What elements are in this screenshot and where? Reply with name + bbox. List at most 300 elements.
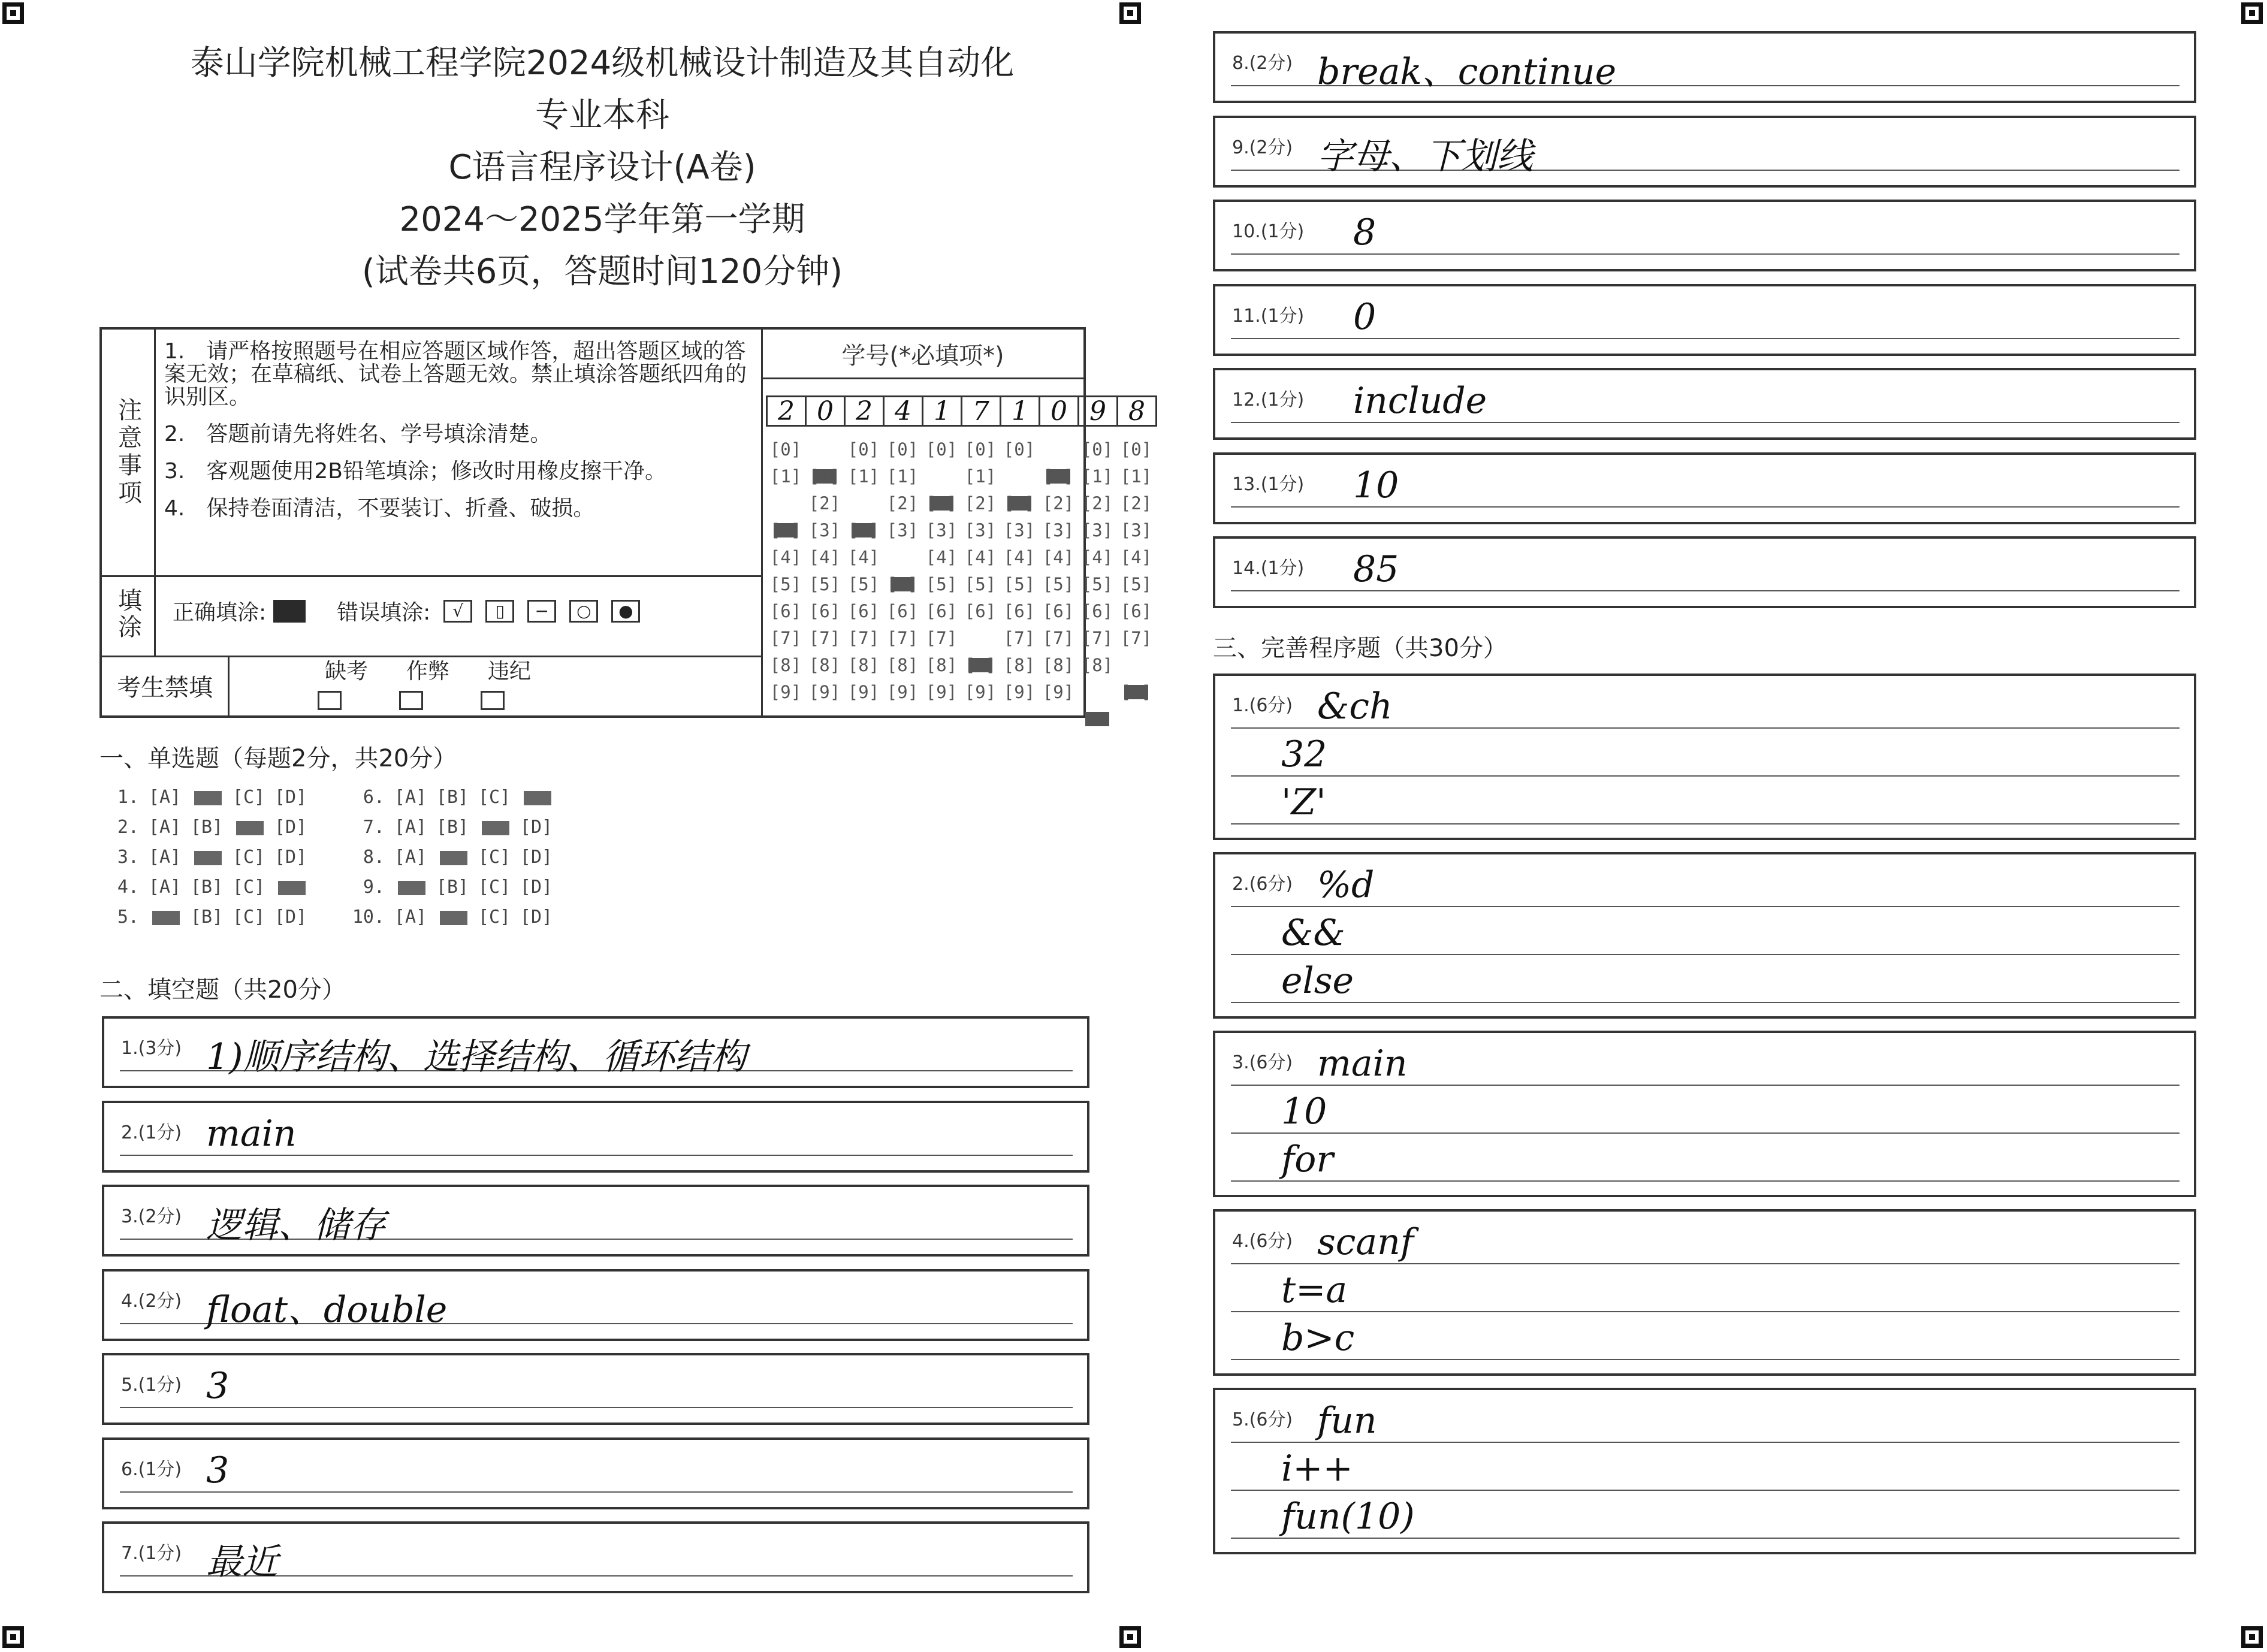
student-id-bubble[interactable]: [4]: [964, 547, 997, 567]
student-id-bubble[interactable]: [9]: [808, 682, 841, 702]
mc-option-bubble[interactable]: [C]: [232, 787, 265, 808]
student-id-bubble[interactable]: [2]: [925, 493, 958, 514]
fill-blank-answer-box: [102, 1269, 1089, 1341]
mc-option-bubble[interactable]: [D]: [274, 847, 307, 868]
student-id-bubble-column: [1077, 436, 1117, 706]
student-id-bubble[interactable]: [1]: [964, 466, 997, 487]
question-label: 9.(2分): [1232, 137, 1293, 158]
question-label: 7.(1分): [121, 1543, 182, 1564]
student-id-bubble[interactable]: [3]: [1081, 520, 1113, 540]
student-id-bubble[interactable]: [8]: [1003, 655, 1036, 675]
student-id-bubble-column: [961, 436, 1000, 706]
student-id-bubble[interactable]: [8]: [769, 655, 802, 675]
handwritten-answer[interactable]: 最近: [206, 1541, 278, 1583]
student-id-bubble[interactable]: [0]: [1003, 439, 1036, 460]
handwritten-answer[interactable]: main: [206, 1112, 297, 1155]
mc-option-bubble[interactable]: [228, 813, 270, 842]
student-id-bubble-column: [1000, 436, 1039, 706]
handwritten-answer[interactable]: include: [1353, 380, 1487, 422]
mc-option-bubble[interactable]: [D]: [274, 787, 307, 808]
student-id-bubble[interactable]: [4]: [847, 547, 880, 567]
handwritten-answer[interactable]: &ch: [1317, 685, 1393, 727]
student-id-bubble[interactable]: [7]: [886, 628, 919, 648]
correct-fill-example: [273, 600, 306, 623]
question-label: 6.(1分): [121, 1458, 182, 1480]
mc-question-row: [349, 842, 557, 872]
checkbox[interactable]: [318, 691, 342, 710]
student-id-bubble[interactable]: [3]: [808, 520, 841, 540]
mc-question-number: 5.: [117, 907, 139, 928]
notice-heading-text: 注意事项: [114, 397, 142, 508]
student-id-bubble[interactable]: [7]: [808, 628, 841, 648]
examiner-option-cheating[interactable]: [399, 654, 457, 685]
handwritten-answer[interactable]: main: [1317, 1043, 1408, 1085]
program-answer-box: [1213, 1388, 2196, 1554]
student-id-bubble[interactable]: [6]: [769, 601, 802, 621]
student-id-bubble[interactable]: [9]: [886, 682, 919, 702]
student-id-bubble[interactable]: [0]: [847, 439, 880, 460]
student-id-digit[interactable]: 0: [805, 395, 846, 427]
student-id-bubble[interactable]: [4]: [769, 547, 802, 567]
mc-question-number: 7.: [363, 817, 385, 838]
mc-question-row: [103, 842, 312, 872]
fill-blank-answer-box: [102, 1521, 1089, 1593]
checkbox[interactable]: [481, 691, 505, 710]
mc-question-row: [103, 783, 312, 813]
student-id-bubble[interactable]: [9]: [1042, 682, 1074, 702]
divider: [761, 377, 1085, 379]
student-id-bubble[interactable]: [1000, 463, 1039, 490]
mc-question-number: 1.: [117, 787, 139, 808]
student-id-bubble[interactable]: [7]: [1003, 628, 1036, 648]
student-id-bubble[interactable]: [9]: [769, 682, 802, 702]
answer-rule-line: [1231, 775, 2180, 777]
student-id-bubble[interactable]: [1]: [847, 466, 880, 487]
mc-option-bubble[interactable]: [C]: [232, 877, 265, 898]
student-id-digit[interactable]: 2: [844, 395, 885, 427]
student-id-bubble[interactable]: [2]: [1120, 493, 1152, 514]
student-id-bubble[interactable]: [7]: [1042, 628, 1074, 648]
mc-option-bubble[interactable]: [B]: [190, 877, 224, 898]
question-label: 3.(2分): [121, 1206, 182, 1227]
student-id-bubble[interactable]: [1]: [1120, 466, 1152, 487]
mc-question-number: 9.: [363, 877, 385, 898]
student-id-bubble[interactable]: [8]: [1081, 655, 1113, 675]
question-label: 12.(1分): [1232, 389, 1305, 410]
student-id-bubble[interactable]: [922, 463, 961, 490]
handwritten-answer[interactable]: 字母、下划线: [1317, 135, 1533, 177]
fill-blank-answer-box: [1213, 368, 2196, 440]
student-id-bubble[interactable]: [2]: [808, 493, 841, 514]
mc-option-bubble[interactable]: [A]: [394, 847, 427, 868]
examiner-option-absent[interactable]: [318, 654, 375, 685]
student-id-bubble[interactable]: [7]: [847, 628, 880, 648]
student-id-bubble[interactable]: [2]: [964, 493, 997, 514]
mc-option-bubble[interactable]: [431, 902, 473, 932]
student-id-bubble[interactable]: [9]: [1120, 682, 1152, 702]
student-id-bubble[interactable]: [0]: [1081, 439, 1113, 460]
info-table: [99, 327, 1152, 718]
mc-option-bubble[interactable]: [C]: [232, 907, 265, 928]
student-id-bubble[interactable]: [0]: [964, 439, 997, 460]
question-label: 3.(6分): [1232, 1052, 1293, 1073]
student-id-bubble[interactable]: [5]: [925, 574, 958, 594]
section-title-single-choice: 一、单选题（每题2分，共20分）: [99, 745, 457, 772]
answer-rule-line: [1231, 590, 2180, 591]
answer-rule-line: [120, 1491, 1073, 1493]
mc-option-bubble[interactable]: [270, 872, 312, 902]
student-id-bubble[interactable]: [5]: [847, 574, 880, 594]
student-id-bubble[interactable]: [5]: [1081, 574, 1113, 594]
student-id-bubble[interactable]: [3]: [886, 520, 919, 540]
student-id-bubble[interactable]: [9]: [964, 682, 997, 702]
mc-option-bubble[interactable]: [A]: [148, 847, 182, 868]
section-title-program-completion: 三、完善程序题（共30分）: [1213, 635, 1507, 662]
student-id-bubble[interactable]: [8]: [1042, 655, 1074, 675]
student-id-bubble[interactable]: [1116, 652, 1156, 679]
program-answer-box: [1213, 852, 2196, 1019]
student-id-bubble[interactable]: [1]: [808, 466, 841, 487]
mc-question-row: [349, 902, 557, 932]
handwritten-answer[interactable]: 32: [1281, 733, 1327, 775]
handwritten-answer[interactable]: 0: [1353, 295, 1376, 338]
mc-option-bubble[interactable]: [B]: [190, 907, 224, 928]
handwritten-answer[interactable]: scanf: [1317, 1221, 1414, 1263]
handwritten-answer[interactable]: 1)顺序结构、选择结构、循环结构: [206, 1036, 747, 1078]
mc-option-bubble[interactable]: [C]: [478, 877, 511, 898]
examiner-heading: 考生禁填: [117, 674, 213, 702]
student-id-bubble[interactable]: [2]: [886, 493, 919, 514]
wrong-fill-circle: ○: [569, 600, 598, 623]
student-id-bubble[interactable]: [3]: [847, 520, 880, 540]
fill-blank-answer-box: [102, 1353, 1089, 1425]
mc-column-right: [349, 783, 557, 932]
mc-option-bubble[interactable]: [473, 813, 515, 842]
student-id-bubble[interactable]: [883, 544, 922, 571]
student-id-bubble[interactable]: [1039, 436, 1078, 463]
wrong-fill-dash: −: [527, 600, 556, 623]
mc-question-row: [103, 902, 312, 932]
examiner-option-violation[interactable]: [481, 654, 538, 685]
examiner-options: [318, 654, 538, 685]
registration-mark-bottom-left: [2, 1626, 24, 1648]
student-id-bubble[interactable]: [4]: [1081, 547, 1113, 567]
answer-rule-line: [1231, 823, 2180, 825]
student-id-bubble[interactable]: [0]: [886, 439, 919, 460]
mc-option-bubble[interactable]: [A]: [394, 907, 427, 928]
fill-blank-answer-box: [1213, 452, 2196, 524]
notice-item: 1. 请严格按照题号在相应答题区域作答，超出答题区域的答案无效；在草稿纸、试卷上答题无效。禁止填涂答题纸四角的识别区。: [164, 339, 747, 409]
student-id-bubble[interactable]: [1]: [1081, 466, 1113, 487]
answer-rule-line: [1231, 1180, 2180, 1182]
student-id-bubble[interactable]: [1]: [886, 466, 919, 487]
question-label: 11.(1分): [1232, 305, 1305, 327]
header-line-1: 泰山学院机械工程学院2024级机械设计制造及其自动化: [190, 44, 1015, 83]
student-id-bubble[interactable]: [1077, 679, 1117, 706]
handwritten-answer[interactable]: i++: [1281, 1448, 1353, 1490]
fill-blank-answer-box: [1213, 200, 2196, 271]
mc-option-bubble[interactable]: [C]: [478, 907, 511, 928]
student-id-bubble[interactable]: [6]: [1120, 601, 1152, 621]
student-id-bubble[interactable]: [6]: [1003, 601, 1036, 621]
answer-rule-line: [1231, 954, 2180, 955]
fill-blank-answer-box: [1213, 31, 2196, 103]
student-id-bubble-column: [1039, 436, 1078, 706]
mc-question-row: [103, 813, 312, 842]
student-id-bubble[interactable]: [7]: [769, 628, 802, 648]
student-id-bubble[interactable]: [5]: [964, 574, 997, 594]
question-label: 5.(6分): [1232, 1409, 1293, 1430]
mc-option-bubble[interactable]: [186, 783, 228, 813]
student-id-bubble-column: [766, 436, 805, 706]
question-label: 14.(1分): [1232, 558, 1305, 579]
student-id-bubble[interactable]: [7]: [925, 628, 958, 648]
student-id-bubble[interactable]: [8]: [964, 655, 997, 675]
notice-item: 4. 保持卷面清洁，不要装订、折叠、破损。: [164, 496, 595, 521]
student-id-bubble[interactable]: [8]: [847, 655, 880, 675]
student-id-bubble[interactable]: [9]: [1003, 682, 1036, 702]
mc-option-bubble[interactable]: [C]: [478, 787, 511, 808]
mc-option-bubble[interactable]: [C]: [232, 847, 265, 868]
answer-rule-line: [1231, 727, 2180, 729]
student-id-digit[interactable]: 9: [1077, 395, 1118, 427]
mc-option-bubble[interactable]: [A]: [148, 787, 182, 808]
student-id-bubble[interactable]: [766, 490, 805, 517]
student-id-digit[interactable]: 0: [1039, 395, 1079, 427]
student-id-bubble[interactable]: [6]: [1042, 601, 1074, 621]
section-title-fill-blank: 二、填空题（共20分）: [99, 976, 346, 1004]
handwritten-answer[interactable]: 3: [206, 1365, 230, 1407]
student-id-bubble-column: [922, 436, 961, 706]
question-label: 2.(1分): [121, 1122, 182, 1143]
mc-option-bubble[interactable]: [C]: [478, 847, 511, 868]
student-id-digit[interactable]: 4: [883, 395, 923, 427]
wrong-fill-check: √: [443, 600, 472, 623]
mc-option-bubble[interactable]: [D]: [520, 847, 553, 868]
divider: [761, 330, 763, 718]
mc-option-bubble[interactable]: [A]: [148, 877, 182, 898]
mc-question-number: 10.: [352, 907, 385, 928]
handwritten-answer[interactable]: 10: [1281, 1091, 1327, 1132]
answer-rule-line: [1231, 1132, 2180, 1134]
mc-option-bubble[interactable]: [B]: [190, 817, 224, 838]
question-label: 4.(2分): [121, 1290, 182, 1312]
handwritten-answer[interactable]: else: [1281, 960, 1354, 1002]
question-label: 4.(6分): [1232, 1231, 1293, 1252]
handwritten-answer[interactable]: fun: [1317, 1400, 1377, 1442]
student-id-bubble[interactable]: [6]: [964, 601, 997, 621]
student-id-digit[interactable]: 7: [961, 395, 1001, 427]
answer-rule-line: [1231, 1263, 2180, 1264]
answer-rule-line: [1231, 1442, 2180, 1443]
student-id-bubble[interactable]: [1]: [1042, 466, 1074, 487]
student-id-bubble[interactable]: [7]: [1081, 628, 1113, 648]
header-line-4: 2024～2025学年第一学期: [399, 200, 805, 239]
fill-guide: [173, 596, 640, 626]
student-id-bubble[interactable]: [5]: [1003, 574, 1036, 594]
student-id-bubble[interactable]: [4]: [1003, 547, 1036, 567]
registration-mark-top-right: [2241, 2, 2263, 24]
handwritten-answer[interactable]: t=a: [1281, 1269, 1348, 1311]
student-id-bubble[interactable]: [961, 625, 1000, 652]
student-id-bubble[interactable]: [5]: [1120, 574, 1152, 594]
mc-option-bubble[interactable]: [144, 902, 186, 932]
question-label: 1.(6分): [1232, 695, 1293, 716]
student-id-bubble[interactable]: [3]: [1042, 520, 1074, 540]
wrong-fill-dot: ●: [611, 600, 640, 623]
student-id-bubble[interactable]: [9]: [847, 682, 880, 702]
divider: [154, 575, 156, 656]
student-id-bubble[interactable]: [805, 436, 844, 463]
student-id-bubble[interactable]: [2]: [1003, 493, 1036, 514]
student-id-bubble[interactable]: [4]: [1042, 547, 1074, 567]
answer-rule-line: [1231, 1002, 2180, 1003]
program-answer-box: [1213, 674, 2196, 840]
notice-item: 3. 客观题使用2B铅笔填涂；修改时用橡皮擦干净。: [164, 459, 666, 484]
fill-blank-answer-box: [102, 1101, 1089, 1173]
student-id-bubble[interactable]: [4]: [808, 547, 841, 567]
student-id-bubble[interactable]: [8]: [808, 655, 841, 675]
answer-rule-line: [1231, 422, 2180, 423]
registration-mark-top-center: [1119, 2, 1141, 24]
checkbox[interactable]: [399, 691, 423, 710]
mc-option-bubble[interactable]: [D]: [520, 877, 553, 898]
mc-question-row: [349, 872, 557, 902]
fill-blank-answer-box: [1213, 284, 2196, 356]
registration-mark-top-left: [2, 2, 24, 24]
handwritten-answer[interactable]: fun(10): [1281, 1496, 1415, 1538]
wrong-fill-half: ▯: [485, 600, 514, 623]
fill-blank-answer-box: [1213, 536, 2196, 608]
student-id-bubble[interactable]: [0]: [1120, 439, 1152, 460]
student-id-bubble[interactable]: [4]: [1120, 547, 1152, 567]
handwritten-answer[interactable]: break、continue: [1317, 51, 1617, 93]
wrong-fill-label: 错误填涂:: [337, 600, 431, 625]
student-id-bubble[interactable]: [0]: [925, 439, 958, 460]
answer-rule-line: [1231, 1490, 2180, 1491]
student-id-bubble[interactable]: [6]: [1081, 601, 1113, 621]
student-id-bubble[interactable]: [0]: [769, 439, 802, 460]
mc-option-bubble[interactable]: [186, 842, 228, 872]
student-id-bubble[interactable]: [7]: [1120, 628, 1152, 648]
student-id-bubble[interactable]: [5]: [808, 574, 841, 594]
student-id-bubble[interactable]: [6]: [886, 601, 919, 621]
fill-blank-answer-box: [102, 1016, 1089, 1088]
mc-option-bubble[interactable]: [D]: [274, 907, 307, 928]
answer-rule-line: [1231, 1085, 2180, 1086]
handwritten-answer[interactable]: 3: [206, 1449, 230, 1491]
handwritten-answer[interactable]: 'Z': [1281, 781, 1326, 823]
student-id-digit[interactable]: 8: [1116, 395, 1157, 427]
fill-blank-answer-box: [102, 1185, 1089, 1257]
mc-option-bubble[interactable]: [B]: [436, 877, 469, 898]
student-id-bubble[interactable]: [6]: [925, 601, 958, 621]
mc-question-row: [103, 872, 312, 902]
student-id-bubble[interactable]: [3]: [925, 520, 958, 540]
handwritten-answer[interactable]: b>c: [1281, 1317, 1355, 1359]
handwritten-answer[interactable]: float、double: [206, 1288, 448, 1331]
answer-rule-line: [1231, 506, 2180, 508]
registration-mark-bottom-right: [2241, 1626, 2263, 1648]
handwritten-answer[interactable]: %d: [1317, 864, 1375, 906]
question-label: 10.(1分): [1232, 221, 1305, 242]
header-line-3: C语言程序设计(A卷): [448, 148, 756, 187]
question-label: 5.(1分): [121, 1375, 182, 1396]
mc-option-bubble[interactable]: [B]: [436, 787, 469, 808]
fill-blank-answer-box: [102, 1437, 1089, 1509]
student-id-digit[interactable]: 1: [922, 395, 962, 427]
answer-rule-line: [1231, 1311, 2180, 1312]
mc-option-bubble[interactable]: [D]: [520, 817, 553, 838]
mc-option-bubble[interactable]: [A]: [394, 817, 427, 838]
student-id-bubble[interactable]: [9]: [925, 682, 958, 702]
student-id-digit[interactable]: 1: [1000, 395, 1040, 427]
mc-question-number: 3.: [117, 847, 139, 868]
handwritten-answer[interactable]: 10: [1353, 464, 1399, 506]
student-id-digits: [766, 395, 1155, 427]
notice-item: 2. 答题前请先将姓名、学号填涂清楚。: [164, 422, 552, 446]
answer-rule-line: [120, 1155, 1073, 1156]
mc-column-left: [103, 783, 312, 932]
answer-rule-line: [1231, 906, 2180, 907]
student-id-bubble[interactable]: [3]: [964, 520, 997, 540]
program-answer-box: [1213, 1209, 2196, 1376]
student-id-bubble[interactable]: [4]: [925, 547, 958, 567]
mc-question-row: [349, 783, 557, 813]
student-id-bubble[interactable]: [6]: [808, 601, 841, 621]
student-id-bubble[interactable]: [5]: [886, 574, 919, 594]
header-line-5: (试卷共6页，答题时间120分钟): [361, 252, 843, 291]
mc-question-number: 6.: [363, 787, 385, 808]
student-id-bubble[interactable]: [3]: [1003, 520, 1036, 540]
handwritten-answer[interactable]: 8: [1353, 212, 1376, 253]
handwritten-answer[interactable]: 逻辑、储存: [206, 1204, 386, 1246]
notice-heading: [102, 330, 154, 575]
student-id-bubble-column: [1116, 436, 1156, 706]
mc-option-bubble[interactable]: [390, 872, 431, 902]
mc-option-bubble[interactable]: [D]: [274, 817, 307, 838]
handwritten-answer[interactable]: &&: [1281, 912, 1345, 954]
mc-option-bubble[interactable]: [B]: [436, 817, 469, 838]
handwritten-answer[interactable]: for: [1281, 1138, 1334, 1180]
student-id-bubble[interactable]: [6]: [847, 601, 880, 621]
program-answer-box: [1213, 1031, 2196, 1197]
fill-blank-answer-box: [1213, 116, 2196, 188]
student-id-bubble[interactable]: [3]: [769, 520, 802, 540]
student-id-bubble[interactable]: [5]: [769, 574, 802, 594]
student-id-bubble[interactable]: [3]: [1120, 520, 1152, 540]
handwritten-answer[interactable]: 85: [1353, 548, 1399, 590]
mc-option-bubble[interactable]: [431, 842, 473, 872]
student-id-bubble[interactable]: [5]: [1042, 574, 1074, 594]
student-id-bubble[interactable]: [2]: [1081, 493, 1113, 514]
student-id-bubble[interactable]: [2]: [1042, 493, 1074, 514]
student-id-digit[interactable]: 2: [766, 395, 807, 427]
mc-question-number: 4.: [117, 877, 139, 898]
answer-rule-line: [120, 1407, 1073, 1408]
student-id-bubble[interactable]: [8]: [925, 655, 958, 675]
divider: [228, 656, 230, 718]
notice-list: [164, 340, 757, 534]
mc-option-bubble[interactable]: [A]: [148, 817, 182, 838]
mc-option-bubble[interactable]: [A]: [394, 787, 427, 808]
mc-option-bubble[interactable]: [515, 783, 557, 813]
student-id-bubble[interactable]: [8]: [886, 655, 919, 675]
student-id-bubble[interactable]: [844, 490, 883, 517]
answer-rule-line: [1231, 1359, 2180, 1360]
mc-option-bubble[interactable]: [D]: [520, 907, 553, 928]
student-id-bubble[interactable]: [1]: [769, 466, 802, 487]
